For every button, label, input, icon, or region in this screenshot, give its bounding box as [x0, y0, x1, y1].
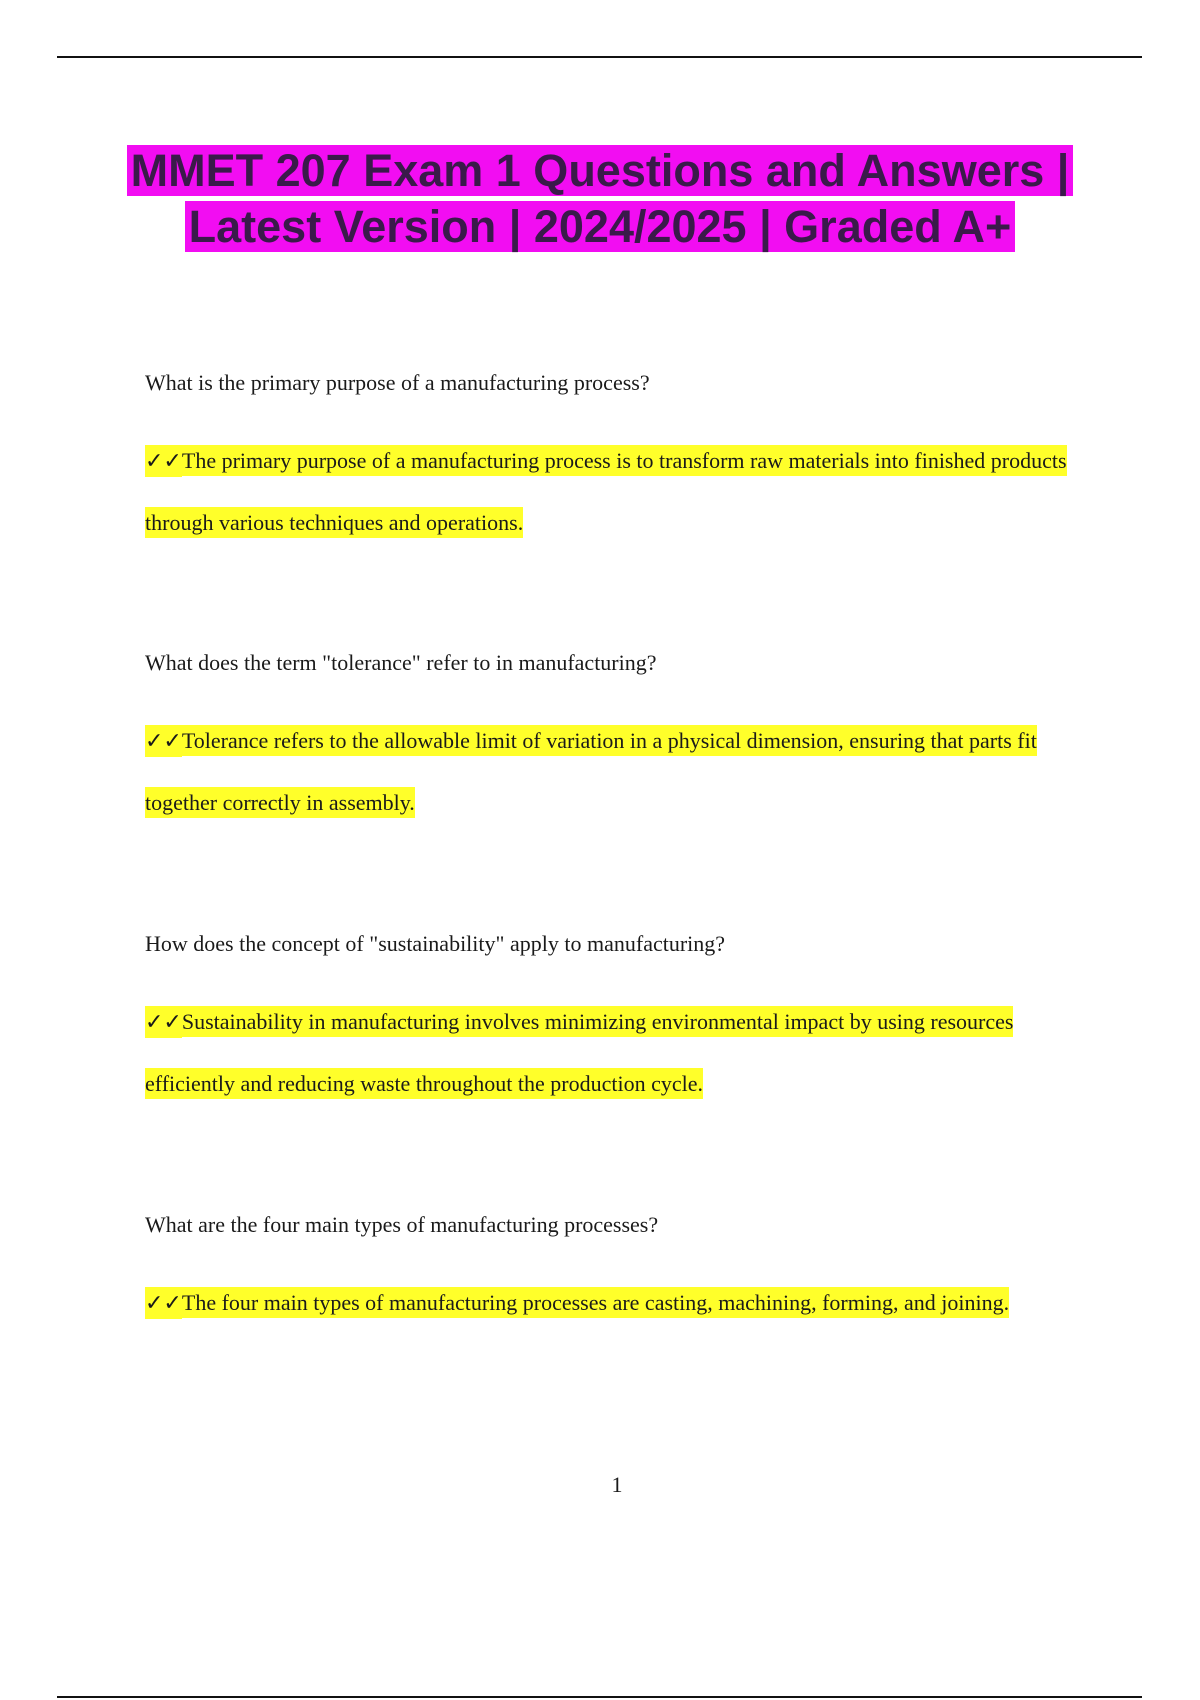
question-text: What is the primary purpose of a manufacturing process?: [145, 370, 650, 395]
answer-block: [145, 430, 1095, 553]
answer-text: The four main types of manufacturing processes are casting, machining, forming, and joining.: [182, 1287, 1009, 1318]
question-text: What does the term "tolerance" refer to in manufacturing?: [145, 650, 657, 675]
qa-item-3: [145, 929, 1095, 1114]
answer-text: Sustainability in manufacturing involves minimizing environmental impact by using resources efficiently and reducing waste throughout the production cycle.: [145, 1006, 1013, 1099]
footer-rule: [57, 1696, 1142, 1698]
document-title-text: MMET 207 Exam 1 Questions and Answers | Latest Version | 2024/2025 | Graded A+: [127, 145, 1074, 252]
qa-item-2: [145, 648, 1095, 833]
qa-item-1: [145, 368, 1095, 553]
document-title: [100, 143, 1100, 255]
answer-text: The primary purpose of a manufacturing process is to transform raw materials into finished products through various techniques and operations.: [145, 445, 1067, 538]
check-icon: ✓✓: [145, 1007, 182, 1038]
check-icon: ✓✓: [145, 446, 182, 477]
page-number: 1: [611, 1472, 623, 1497]
answer-block: [145, 991, 1095, 1114]
qa-item-4: [145, 1210, 1095, 1334]
question-text: How does the concept of "sustainability" apply to manufacturing?: [145, 931, 726, 956]
answer-block: [145, 710, 1095, 833]
question-text: What are the four main types of manufacturing processes?: [145, 1212, 659, 1237]
header-rule: [57, 56, 1142, 58]
answer-text: Tolerance refers to the allowable limit of variation in a physical dimension, ensuring that parts fit together correctly in assembly.: [145, 725, 1037, 818]
answer-block: [145, 1272, 1095, 1334]
check-icon: ✓✓: [145, 726, 182, 757]
check-icon: ✓✓: [145, 1288, 182, 1319]
